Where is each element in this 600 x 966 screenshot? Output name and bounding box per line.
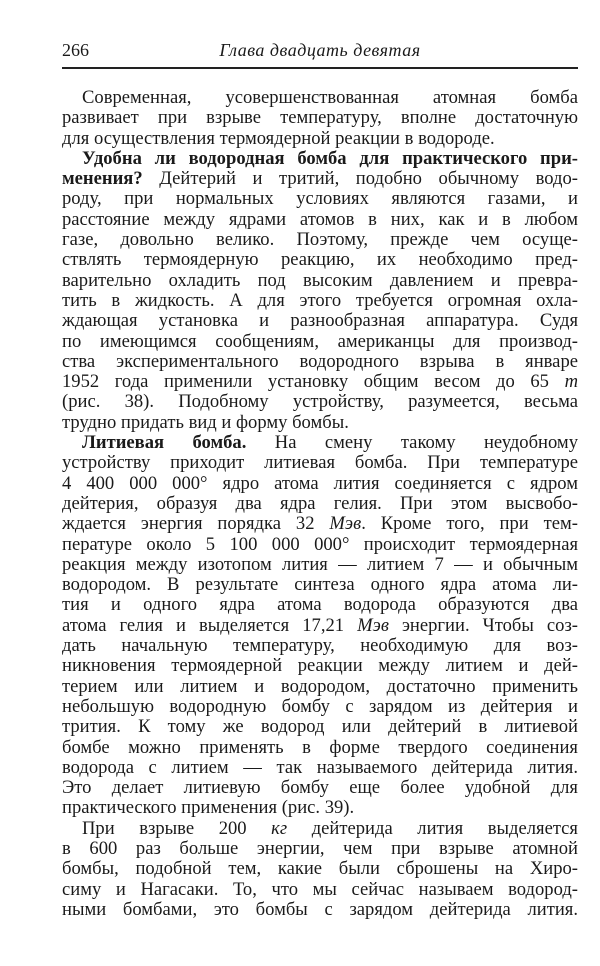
text-line — [62, 839, 578, 859]
text-line — [62, 88, 578, 108]
text-segment: На смену такому неудобному — [246, 433, 578, 454]
text-line — [62, 758, 578, 778]
text-segment: симу и Нагасаки. То, что мы сейчас называем водород- — [62, 879, 578, 900]
text-line — [62, 575, 578, 595]
text-line — [62, 250, 578, 270]
text-segment: бомбы, подобной тем, какие были сброшены на Хиро- — [62, 859, 578, 880]
text-line — [62, 352, 578, 372]
text-segment: водорода с литием — так называемого дейтерида лития. — [62, 757, 578, 778]
text-segment: ждающая установка и разнообразная аппаратура. Судя — [62, 311, 578, 332]
bold-heading-text: менения? — [62, 169, 143, 190]
text-segment: терием или литием и водородом, достаточно применить — [62, 676, 578, 697]
text-segment: Дейтерий и тритий, подобно обычному водо- — [142, 169, 578, 190]
text-segment: атома гелия и выделяется 17,21 — [62, 615, 358, 636]
text-segment: ствлять термоядерную реакцию, их необходимо пред- — [62, 250, 578, 271]
text-line — [62, 819, 578, 839]
running-header-chapter-title: Глава двадцать девятая — [219, 40, 421, 60]
text-line — [62, 900, 578, 920]
text-line — [62, 778, 578, 798]
text-line — [62, 149, 578, 169]
italic-unit-text: Мэв — [357, 615, 389, 636]
text-line — [62, 169, 578, 189]
text-segment: (рис. 38). Подобному устройству, разумеется, весьма — [62, 392, 578, 413]
text-segment: ждается энергия порядка 32 — [62, 514, 330, 535]
text-line — [62, 616, 578, 636]
text-segment: бомбе можно применять в форме твердого соединения — [62, 737, 578, 758]
text-segment: ства экспериментального водородного взрыва в январе — [62, 351, 578, 372]
text-line — [62, 392, 578, 412]
text-line — [62, 474, 578, 494]
text-segment: дейтерида лития выделяется — [287, 818, 578, 839]
text-segment: энергии. Чтобы соз- — [388, 615, 578, 636]
text-segment: газе, довольно велико. Поэтому, прежде чем осуще- — [62, 230, 578, 251]
text-line — [62, 514, 578, 534]
italic-unit-text: т — [564, 372, 578, 393]
text-line — [62, 129, 578, 149]
text-segment: ными бомбами, это бомбы с зарядом дейтерида лития. — [62, 899, 578, 920]
text-segment: При взрыве 200 — [82, 818, 272, 839]
text-segment: для осуществления термоядерной реакции в водороде. — [62, 128, 495, 149]
text-line — [62, 291, 578, 311]
text-segment: небольшую водородную бомбу с зарядом из дейтерия и — [62, 696, 578, 717]
text-line — [62, 677, 578, 697]
text-segment: пературе около 5 100 000 000° происходит термоядерная — [62, 534, 578, 555]
text-line — [62, 717, 578, 737]
body-text — [62, 88, 578, 920]
text-segment: трудно придать вид и форму бомбы. — [62, 412, 349, 433]
bold-heading-text: Удобна ли водородная бомба для практического при- — [82, 148, 578, 169]
text-segment: дейтерия, образуя два ядра гелия. При этом высвобо- — [62, 493, 578, 514]
text-line — [62, 555, 578, 575]
text-segment: трития. К тому же водород или дейтерий в литиевой — [62, 717, 578, 738]
text-segment: Это делает литиевую бомбу еще более удобной для — [62, 778, 578, 799]
text-line — [62, 636, 578, 656]
text-line — [62, 798, 578, 818]
text-segment: дать начальную температуру, необходимую для воз- — [62, 636, 578, 657]
text-segment: реакция между изотопом лития — литием 7 — и обычным — [62, 554, 578, 575]
italic-unit-text: кг — [271, 818, 288, 839]
text-segment: расстояние между ядрами атомов в них, как и в любом — [62, 209, 578, 230]
text-line — [62, 372, 578, 392]
text-line — [62, 230, 578, 250]
text-line — [62, 271, 578, 291]
text-line — [62, 210, 578, 230]
text-line — [62, 697, 578, 717]
text-segment: 1952 года применили установку общим весом до 65 — [62, 372, 565, 393]
text-line — [62, 433, 578, 453]
page-number: 266 — [62, 40, 89, 60]
text-segment: водородом. В результате синтеза одного ядра атома ли- — [62, 575, 578, 596]
text-line — [62, 332, 578, 352]
text-line — [62, 311, 578, 331]
text-segment: по имеющимся сообщениям, американцы для производ- — [62, 331, 578, 352]
text-segment: тить в жидкость. А для этого требуется огромная охла- — [62, 290, 578, 311]
text-line — [62, 595, 578, 615]
text-line — [62, 535, 578, 555]
text-segment: Современная, усовершенствованная атомная бомба — [82, 88, 578, 108]
bold-heading-text: Литиевая бомба. — [82, 433, 247, 454]
text-line — [62, 656, 578, 676]
text-line — [62, 880, 578, 900]
text-segment: в 600 раз больше энергии, чем при взрыве атомной — [62, 838, 578, 859]
text-segment: варительно охладить под высоким давлением и превра- — [62, 270, 578, 291]
text-line — [62, 859, 578, 879]
text-line — [62, 738, 578, 758]
text-segment: развивает при взрыве температуру, вполне достаточную — [62, 108, 578, 129]
text-segment: . Кроме того, при тем- — [361, 514, 578, 535]
text-line — [62, 453, 578, 473]
text-segment: никновения термоядерной реакции между литием и дей- — [62, 656, 578, 677]
text-segment: тия и одного ядра атома водорода образуются два — [62, 595, 578, 616]
text-line — [62, 189, 578, 209]
text-segment: практического применения (рис. 39). — [62, 798, 355, 819]
text-segment: 4 400 000 000° ядро атома лития соединяется с ядром — [62, 473, 578, 494]
text-line — [62, 108, 578, 128]
header-rule — [62, 67, 578, 69]
text-line — [62, 494, 578, 514]
text-segment: роду, при нормальных условиях являются газами, и — [62, 189, 578, 210]
text-line — [62, 413, 578, 433]
text-segment: устройству приходит литиевая бомба. При температуре — [62, 453, 578, 474]
italic-unit-text: Мэв — [329, 514, 362, 535]
